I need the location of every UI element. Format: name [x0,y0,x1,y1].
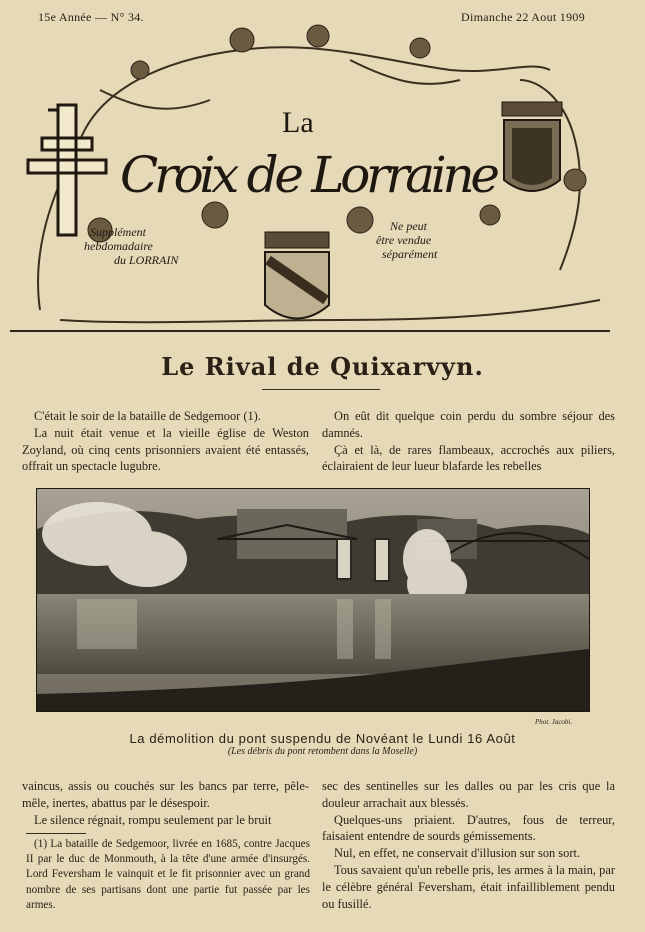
bridge-demolition-photo [36,488,590,712]
article-col2-top [322,408,615,475]
photo-caption: La démolition du pont suspendu de Novéant le Lundi 16 Août [129,731,516,746]
masthead [20,20,620,330]
paragraph: C'était le soir de la bataille de Sedgemoor (1). [34,409,261,423]
photo-credit: Phot. Jacobi. [535,718,573,726]
article-title: Le Rival de Quixarvyn. [161,352,484,381]
footnote-text: (1) La bataille de Sedgemoor, livrée en 1685, contre Jacques II par le duc de Monmouth, à la tête d'une armée d'insurgés. Lord Feversham le vainquit et le fit prisonnier avec un grand nombre de ses partisans dont une partie fut passée par les armes. [26,838,310,911]
paragraph: Nul, en effet, ne conservait d'illusion sur son sort. [334,846,580,861]
cross-of-lorraine-icon [28,105,106,235]
masthead-right-note [376,219,438,261]
article-col2-bottom [322,778,615,912]
issue-date: Dimanche 22 Aout 1909 [461,10,585,24]
footnote-rule [26,833,86,834]
masthead-la: La [282,106,314,139]
svg-text:hebdomadaire: hebdomadaire [84,239,153,253]
article-col1-bottom [22,778,309,828]
svg-text:Ne peut: Ne peut [390,219,427,233]
svg-text:Supplément: Supplément [90,225,146,239]
paragraph: Le silence régnait, rompu seulement par le bruit [34,812,272,827]
issue-number: 15e Année — N° 34. [38,10,144,24]
svg-text:être vendue: être vendue [376,233,432,247]
paragraph: La nuit était venue et la vieille église de Weston Zoyland, où cinq cents prisonniers avaient été entassés, offrait un spectacle lugubre. [22,425,309,474]
paragraph: Çà et là, de rares flambeaux, accrochés aux piliers, éclairaient de leur lueur blafarde les rebelles [322,442,615,474]
city-arms-icon [502,102,562,191]
masthead-left-note [84,225,179,267]
photo-subcaption: (Les débris du pont retombent dans la Moselle) [227,746,418,757]
paragraph: Quelques-uns priaient. D'autres, fous de terreur, faisaient entendre de sourds gémissements. [322,812,615,844]
masthead-title: Croix de Lorraine [120,146,500,204]
masthead-rule [10,330,610,332]
svg-text:du LORRAIN: du LORRAIN [114,253,179,267]
footnote [26,837,310,913]
paragraph: Tous savaient qu'un rebelle pris, les armes à la main, par le célèbre général Feversham, était infailliblement pendu ou fusillé. [322,862,615,911]
paragraph: sec des sentinelles sur les dalles ou par les cris que la douleur arrachait aux blessés. [322,779,615,810]
article-col1-top [22,408,309,475]
paragraph: On eût dit quelque coin perdu du sombre séjour des damnés. [322,409,615,440]
title-underline [262,389,380,390]
paragraph: vaincus, assis ou couchés sur les bancs par terre, pêle-mêle, inertes, abattus par le désespoir. [22,779,309,810]
svg-text:séparément: séparément [382,247,438,261]
lorraine-arms-icon [265,232,329,319]
